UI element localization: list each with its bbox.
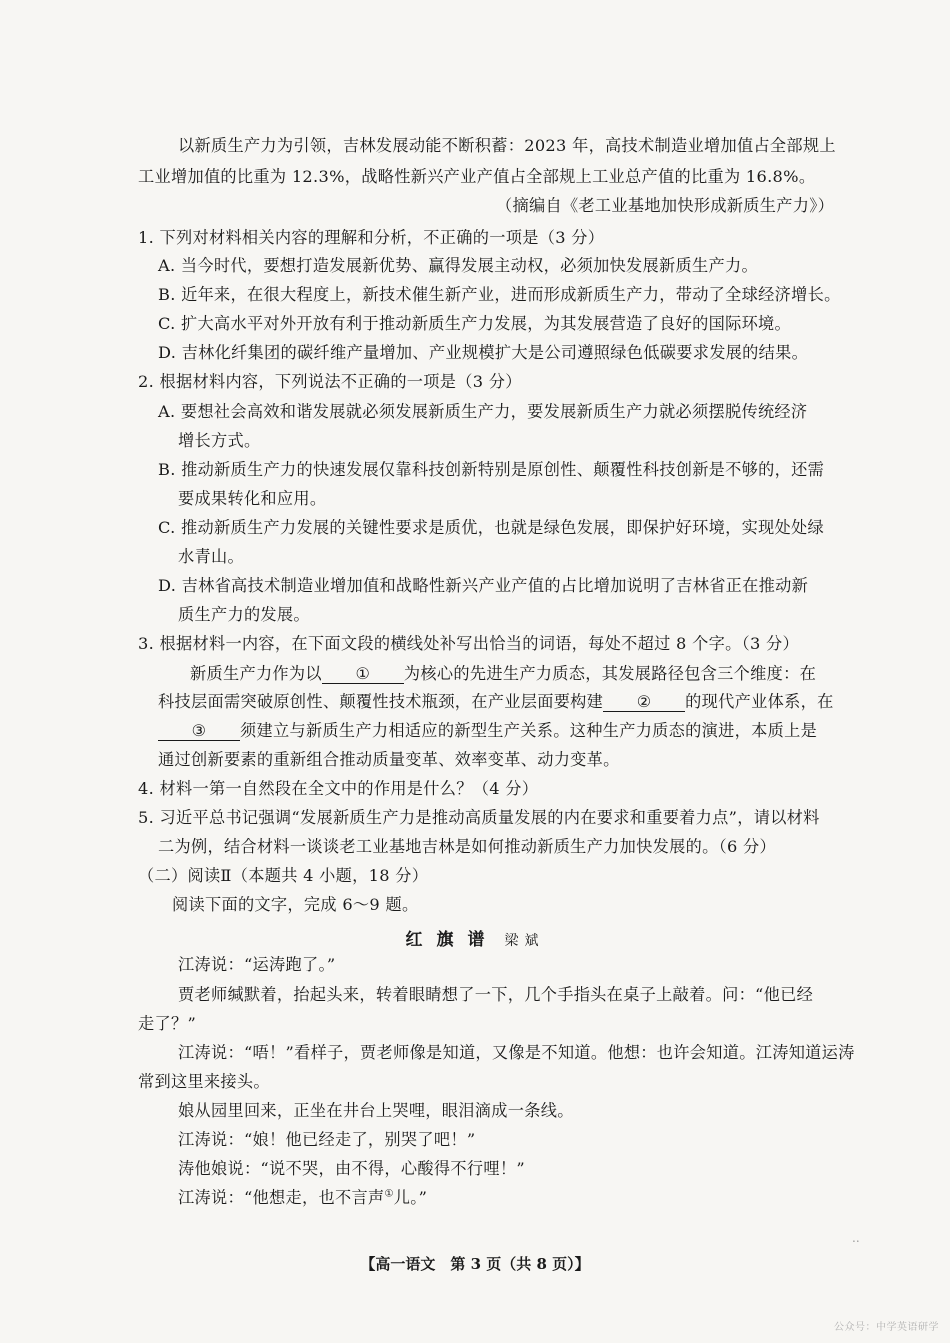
story-paragraph-cont: 常到这里来接头。 <box>138 1072 270 1091</box>
question-5-stem-cont: 二为例，结合材料一谈谈老工业基地吉林是如何推动新质生产力加快发展的。（6 分） <box>158 837 776 856</box>
question-2-option-d-cont: 质生产力的发展。 <box>178 605 310 624</box>
question-1-option-b: B. 近年来，在很大程度上，新技术催生新产业，进而形成新质生产力，带动了全球经济增长。 <box>158 285 841 304</box>
question-3-line-2: 科技层面需突破原创性、颠覆性技术瓶颈，在产业层面要构建 ② 的现代产业体系，在 <box>158 692 834 711</box>
question-2-stem: 2. 根据材料内容，下列说法不正确的一项是（3 分） <box>138 372 522 391</box>
footnote-marker: ① <box>384 1188 394 1200</box>
material-source: （摘编自《老工业基地加快形成新质生产力》） <box>496 196 835 215</box>
story-paragraph: 江涛说：“娘！他已经走了，别哭了吧！” <box>178 1130 476 1149</box>
page-footer: 【高一语文 第 3 页（共 8 页）】 <box>360 1255 590 1273</box>
question-5-stem: 5. 习近平总书记强调“发展新质生产力是推动高质量发展的内在要求和重要着力点”，请以材料 <box>138 808 820 827</box>
section-2-instruction: 阅读下面的文字，完成 6～9 题。 <box>172 895 419 914</box>
question-2-option-a: A. 要想社会高效和谐发展就必须发展新质生产力，要发展新质生产力就必须摆脱传统经济 <box>158 402 808 421</box>
story-paragraph: 贾老师缄默着，抬起头来，转着眼睛想了一下，几个手指头在桌子上敲着。问：“他已经 <box>178 985 814 1004</box>
question-1-stem: 1. 下列对材料相关内容的理解和分析，不正确的一项是（3 分） <box>138 228 605 247</box>
question-3-line-1: 新质生产力作为以 ① 为核心的先进生产力质态，其发展路径包含三个维度：在 <box>190 664 817 683</box>
question-2-option-c: C. 推动新质生产力发展的关键性要求是质优，也就是绿色发展，即保护好环境，实现处处绿 <box>158 518 825 537</box>
question-3-line-3: ③ 须建立与新质生产力相适应的新型生产关系。这种生产力质态的演进，本质上是 <box>158 721 817 741</box>
question-1-option-a: A. 当今时代，要想打造发展新优势、赢得发展主动权，必须加快发展新质生产力。 <box>158 256 758 275</box>
story-title <box>0 925 950 950</box>
question-2-option-b-cont: 要成果转化和应用。 <box>178 489 327 508</box>
question-4-stem: 4. 材料一第一自然段在全文中的作用是什么？（4 分） <box>138 779 539 798</box>
story-paragraph: 江涛说：“运涛跑了。” <box>178 955 336 974</box>
story-title-text: 红旗谱 <box>405 930 499 950</box>
material-line: 工业增加值的比重为 12.3%，战略性新兴产业产值占全部规上工业总产值的比重为 16.8%。 <box>138 167 816 186</box>
section-2-heading: （二）阅读Ⅱ（本题共 4 小题，18 分） <box>138 866 429 885</box>
question-3-line-4: 通过创新要素的重新组合推动质量变革、效率变革、动力变革。 <box>158 750 620 769</box>
story-paragraph: 江涛说：“他想走，也不言声①儿。” <box>178 1188 428 1207</box>
question-2-option-d: D. 吉林省高技术制造业增加值和战略性新兴产业产值的占比增加说明了吉林省正在推动新 <box>158 576 809 595</box>
corner-mark: .. <box>852 1231 860 1245</box>
material-line: 以新质生产力为引领，吉林发展动能不断积蓄：2023 年，高技术制造业增加值占全部规上 <box>178 136 836 155</box>
question-3-stem: 3. 根据材料一内容，在下面文段的横线处补写出恰当的词语，每处不超过 8 个字。（3 分） <box>138 634 799 653</box>
watermark: 公众号：中学英语研学 <box>834 1322 939 1333</box>
answer-blank-3[interactable]: ③ <box>158 722 240 741</box>
question-2-option-b: B. 推动新质生产力的快速发展仅靠科技创新特别是原创性、颠覆性科技创新是不够的，还需 <box>158 460 825 479</box>
story-paragraph-cont: 走了？” <box>138 1014 197 1033</box>
answer-blank-2[interactable]: ② <box>603 693 685 712</box>
story-paragraph: 娘从园里回来，正坐在井台上哭哩，眼泪滴成一条线。 <box>178 1101 574 1120</box>
story-paragraph: 江涛说：“唔！”看样子，贾老师像是知道，又像是不知道。他想：也许会知道。江涛知道运涛 <box>178 1043 855 1062</box>
question-1-option-c: C. 扩大高水平对外开放有利于推动新质生产力发展，为其发展营造了良好的国际环境。 <box>158 314 792 333</box>
question-2-option-a-cont: 增长方式。 <box>178 431 261 450</box>
story-author: 梁斌 <box>504 933 545 949</box>
answer-blank-1[interactable]: ① <box>322 665 404 684</box>
question-2-option-c-cont: 水青山。 <box>178 547 244 566</box>
story-paragraph: 涛他娘说：“说不哭，由不得，心酸得不行哩！” <box>178 1159 525 1178</box>
question-1-option-d: D. 吉林化纤集团的碳纤维产量增加、产业规模扩大是公司遵照绿色低碳要求发展的结果。 <box>158 343 809 362</box>
